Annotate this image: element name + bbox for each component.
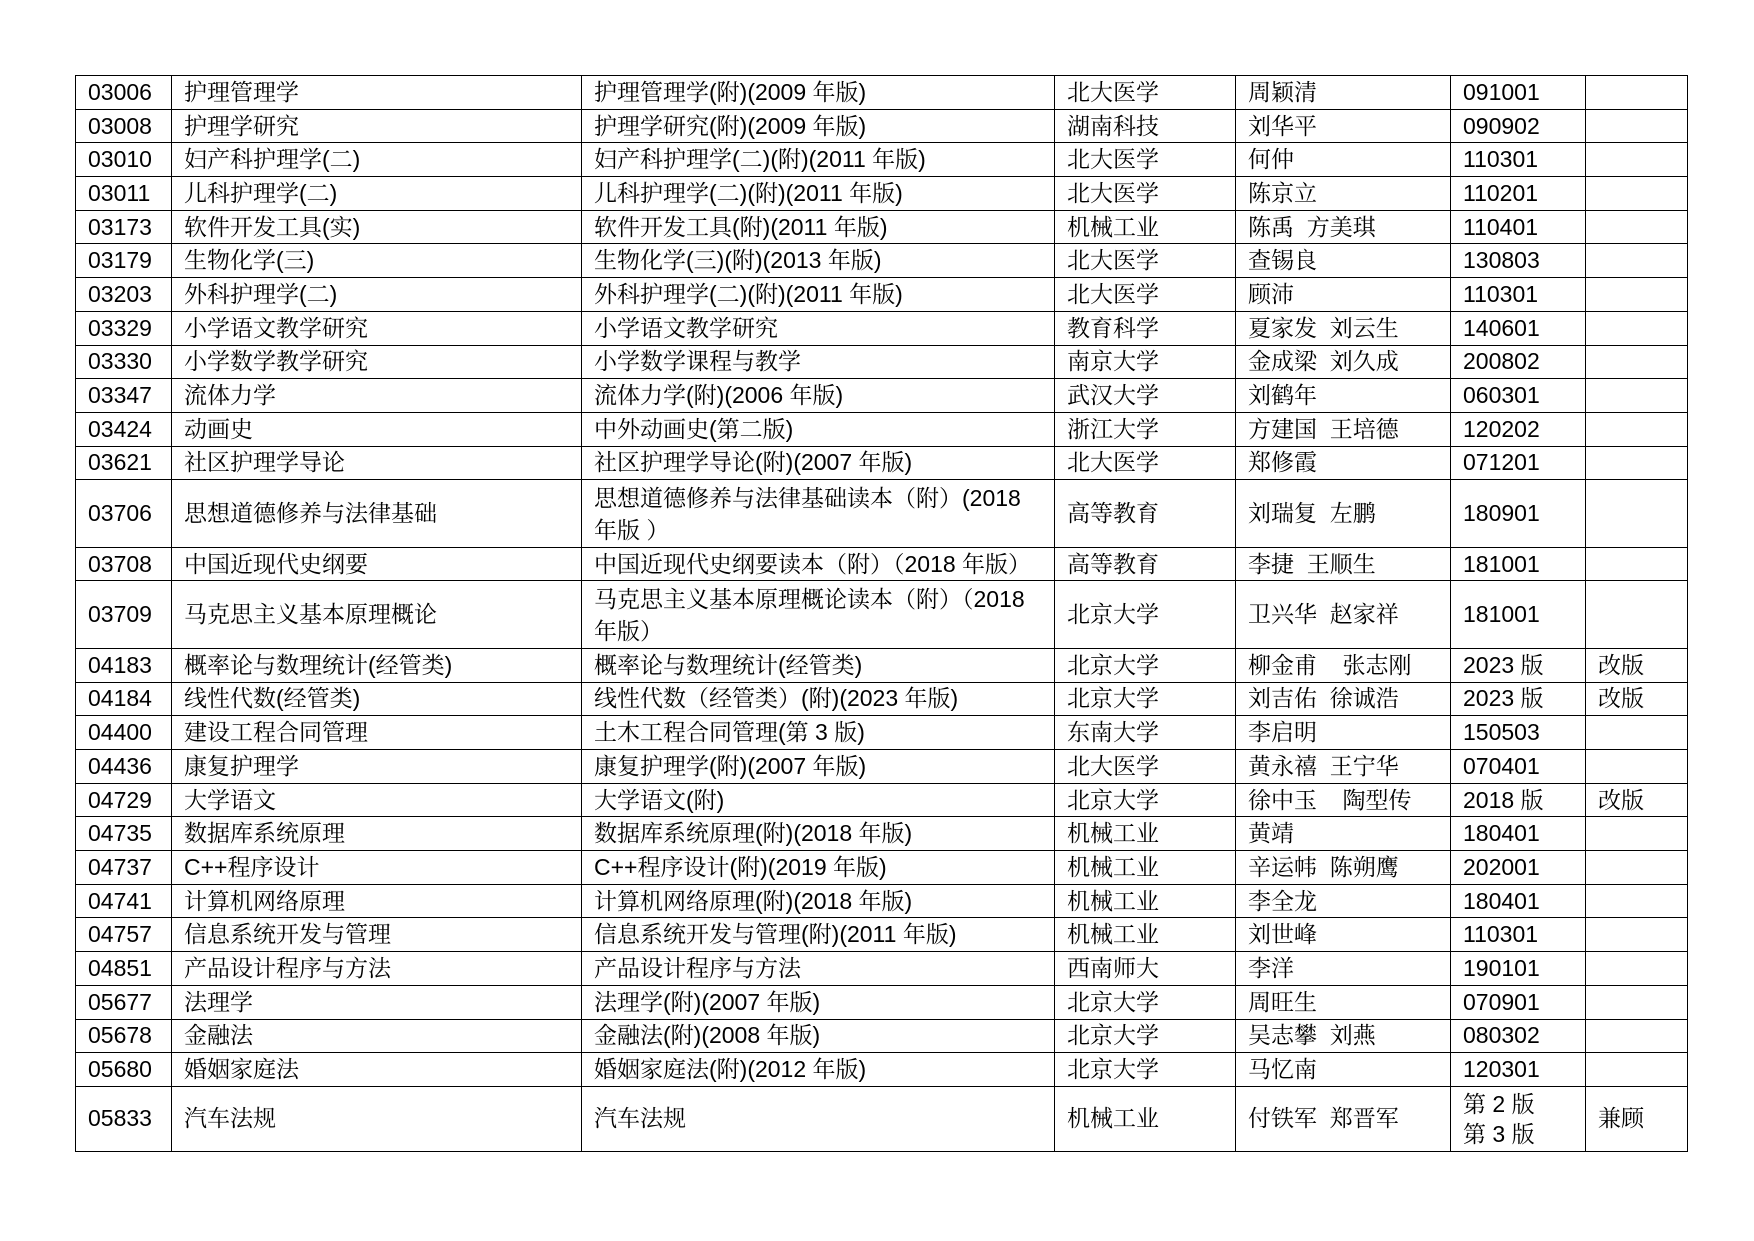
note-cell: 兼顾 xyxy=(1586,1086,1688,1151)
course-name-cell: 社区护理学导论 xyxy=(172,446,582,480)
textbook-cell: 中外动画史(第二版) xyxy=(582,412,1055,446)
course-code-cell: 03008 xyxy=(76,109,172,143)
table-row xyxy=(76,851,1688,885)
table-row xyxy=(76,581,1688,649)
textbook-cell: 马克思主义基本原理概论读本（附）（2018 年版） xyxy=(582,581,1055,649)
publisher-cell: 教育科学 xyxy=(1055,311,1236,345)
textbook-cell: 护理管理学(附)(2009 年版) xyxy=(582,76,1055,110)
course-code-cell: 03706 xyxy=(76,480,172,548)
version-cell: 120301 xyxy=(1451,1053,1586,1087)
publisher-cell: 机械工业 xyxy=(1055,884,1236,918)
table-row xyxy=(76,109,1688,143)
authors-cell: 李洋 xyxy=(1236,952,1451,986)
publisher-cell: 机械工业 xyxy=(1055,817,1236,851)
note-cell xyxy=(1586,918,1688,952)
publisher-cell: 机械工业 xyxy=(1055,918,1236,952)
authors-cell: 陈禹 方美琪 xyxy=(1236,210,1451,244)
course-code-cell: 05680 xyxy=(76,1053,172,1087)
authors-cell: 顾沛 xyxy=(1236,278,1451,312)
course-name-cell: 动画史 xyxy=(172,412,582,446)
course-name-cell: 思想道德修养与法律基础 xyxy=(172,480,582,548)
note-cell xyxy=(1586,1019,1688,1053)
course-code-cell: 04400 xyxy=(76,716,172,750)
course-code-cell: 05677 xyxy=(76,985,172,1019)
course-code-cell: 03173 xyxy=(76,210,172,244)
course-code-cell: 04729 xyxy=(76,783,172,817)
publisher-cell: 湖南科技 xyxy=(1055,109,1236,143)
textbook-cell: 小学数学课程与教学 xyxy=(582,345,1055,379)
textbook-cell: 产品设计程序与方法 xyxy=(582,952,1055,986)
note-cell xyxy=(1586,244,1688,278)
course-name-cell: C++程序设计 xyxy=(172,851,582,885)
version-cell: 070901 xyxy=(1451,985,1586,1019)
course-name-cell: 大学语文 xyxy=(172,783,582,817)
table-row xyxy=(76,918,1688,952)
course-code-cell: 04741 xyxy=(76,884,172,918)
publisher-cell: 武汉大学 xyxy=(1055,379,1236,413)
course-name-cell: 婚姻家庭法 xyxy=(172,1053,582,1087)
version-cell: 2018 版 xyxy=(1451,783,1586,817)
authors-cell: 卫兴华 赵家祥 xyxy=(1236,581,1451,649)
authors-cell: 刘瑞复 左鹏 xyxy=(1236,480,1451,548)
note-cell xyxy=(1586,581,1688,649)
course-code-cell: 03329 xyxy=(76,311,172,345)
publisher-cell: 北大医学 xyxy=(1055,76,1236,110)
table-row xyxy=(76,750,1688,784)
course-code-cell: 04851 xyxy=(76,952,172,986)
course-name-cell: 外科护理学(二) xyxy=(172,278,582,312)
version-cell: 180901 xyxy=(1451,480,1586,548)
course-name-cell: 儿科护理学(二) xyxy=(172,177,582,211)
publisher-cell: 南京大学 xyxy=(1055,345,1236,379)
table-row xyxy=(76,345,1688,379)
course-code-cell: 03011 xyxy=(76,177,172,211)
course-name-cell: 概率论与数理统计(经管类) xyxy=(172,648,582,682)
textbook-cell: 金融法(附)(2008 年版) xyxy=(582,1019,1055,1053)
version-cell: 181001 xyxy=(1451,581,1586,649)
table-row xyxy=(76,412,1688,446)
publisher-cell: 北京大学 xyxy=(1055,682,1236,716)
publisher-cell: 东南大学 xyxy=(1055,716,1236,750)
table-row xyxy=(76,817,1688,851)
note-cell xyxy=(1586,109,1688,143)
table-row xyxy=(76,1019,1688,1053)
course-name-cell: 妇产科护理学(二) xyxy=(172,143,582,177)
version-cell: 120202 xyxy=(1451,412,1586,446)
textbook-cell: 土木工程合同管理(第 3 版) xyxy=(582,716,1055,750)
authors-cell: 付铁军 郑晋军 xyxy=(1236,1086,1451,1151)
note-cell: 改版 xyxy=(1586,682,1688,716)
table-row xyxy=(76,1053,1688,1087)
publisher-cell: 北大医学 xyxy=(1055,446,1236,480)
course-code-cell: 05678 xyxy=(76,1019,172,1053)
course-name-cell: 康复护理学 xyxy=(172,750,582,784)
version-cell: 070401 xyxy=(1451,750,1586,784)
table-row xyxy=(76,952,1688,986)
course-name-cell: 中国近现代史纲要 xyxy=(172,547,582,581)
textbook-cell: 外科护理学(二)(附)(2011 年版) xyxy=(582,278,1055,312)
course-code-cell: 03709 xyxy=(76,581,172,649)
note-cell: 改版 xyxy=(1586,783,1688,817)
course-name-cell: 护理学研究 xyxy=(172,109,582,143)
textbook-cell: 康复护理学(附)(2007 年版) xyxy=(582,750,1055,784)
publisher-cell: 北大医学 xyxy=(1055,278,1236,312)
textbook-cell: C++程序设计(附)(2019 年版) xyxy=(582,851,1055,885)
course-name-cell: 金融法 xyxy=(172,1019,582,1053)
textbook-cell: 信息系统开发与管理(附)(2011 年版) xyxy=(582,918,1055,952)
note-cell xyxy=(1586,1053,1688,1087)
note-cell xyxy=(1586,851,1688,885)
table-row xyxy=(76,76,1688,110)
authors-cell: 夏家发 刘云生 xyxy=(1236,311,1451,345)
version-cell: 140601 xyxy=(1451,311,1586,345)
course-name-cell: 法理学 xyxy=(172,985,582,1019)
table-row xyxy=(76,547,1688,581)
version-cell: 110301 xyxy=(1451,143,1586,177)
authors-cell: 辛运帏 陈朔鹰 xyxy=(1236,851,1451,885)
textbook-cell: 婚姻家庭法(附)(2012 年版) xyxy=(582,1053,1055,1087)
table-row xyxy=(76,311,1688,345)
authors-cell: 黄永禧 王宁华 xyxy=(1236,750,1451,784)
note-cell xyxy=(1586,817,1688,851)
authors-cell: 何仲 xyxy=(1236,143,1451,177)
publisher-cell: 机械工业 xyxy=(1055,851,1236,885)
table-row xyxy=(76,884,1688,918)
publisher-cell: 高等教育 xyxy=(1055,547,1236,581)
version-cell: 071201 xyxy=(1451,446,1586,480)
authors-cell: 周颖清 xyxy=(1236,76,1451,110)
note-cell xyxy=(1586,985,1688,1019)
course-name-cell: 线性代数(经管类) xyxy=(172,682,582,716)
publisher-cell: 机械工业 xyxy=(1055,210,1236,244)
authors-cell: 刘鹤年 xyxy=(1236,379,1451,413)
textbook-cell: 妇产科护理学(二)(附)(2011 年版) xyxy=(582,143,1055,177)
course-name-cell: 数据库系统原理 xyxy=(172,817,582,851)
note-cell xyxy=(1586,345,1688,379)
authors-cell: 郑修霞 xyxy=(1236,446,1451,480)
course-code-cell: 03347 xyxy=(76,379,172,413)
version-cell: 2023 版 xyxy=(1451,648,1586,682)
note-cell xyxy=(1586,446,1688,480)
version-cell: 080302 xyxy=(1451,1019,1586,1053)
textbook-cell: 中国近现代史纲要读本（附）（2018 年版） xyxy=(582,547,1055,581)
version-cell: 110201 xyxy=(1451,177,1586,211)
course-code-cell: 03330 xyxy=(76,345,172,379)
table-row xyxy=(76,480,1688,548)
authors-cell: 马忆南 xyxy=(1236,1053,1451,1087)
course-code-cell: 03708 xyxy=(76,547,172,581)
publisher-cell: 北京大学 xyxy=(1055,581,1236,649)
authors-cell: 黄靖 xyxy=(1236,817,1451,851)
version-cell: 第 2 版 第 3 版 xyxy=(1451,1086,1586,1151)
textbook-cell: 汽车法规 xyxy=(582,1086,1055,1151)
authors-cell: 刘世峰 xyxy=(1236,918,1451,952)
version-cell: 190101 xyxy=(1451,952,1586,986)
version-cell: 202001 xyxy=(1451,851,1586,885)
authors-cell: 陈京立 xyxy=(1236,177,1451,211)
table-row xyxy=(76,1086,1688,1151)
publisher-cell: 高等教育 xyxy=(1055,480,1236,548)
note-cell xyxy=(1586,177,1688,211)
note-cell xyxy=(1586,750,1688,784)
note-cell xyxy=(1586,716,1688,750)
version-cell: 110401 xyxy=(1451,210,1586,244)
version-cell: 091001 xyxy=(1451,76,1586,110)
publisher-cell: 北京大学 xyxy=(1055,648,1236,682)
publisher-cell: 北大医学 xyxy=(1055,244,1236,278)
version-cell: 181001 xyxy=(1451,547,1586,581)
authors-cell: 刘吉佑 徐诚浩 xyxy=(1236,682,1451,716)
course-code-cell: 04737 xyxy=(76,851,172,885)
version-cell: 110301 xyxy=(1451,918,1586,952)
table-row xyxy=(76,143,1688,177)
authors-cell: 李捷 王顺生 xyxy=(1236,547,1451,581)
note-cell xyxy=(1586,480,1688,548)
table-row xyxy=(76,210,1688,244)
course-code-cell: 03203 xyxy=(76,278,172,312)
publisher-cell: 北大医学 xyxy=(1055,177,1236,211)
textbook-cell: 线性代数（经管类）(附)(2023 年版) xyxy=(582,682,1055,716)
course-code-cell: 03621 xyxy=(76,446,172,480)
note-cell xyxy=(1586,952,1688,986)
course-name-cell: 计算机网络原理 xyxy=(172,884,582,918)
course-code-cell: 04184 xyxy=(76,682,172,716)
publisher-cell: 北京大学 xyxy=(1055,1019,1236,1053)
version-cell: 090902 xyxy=(1451,109,1586,143)
publisher-cell: 北京大学 xyxy=(1055,783,1236,817)
version-cell: 060301 xyxy=(1451,379,1586,413)
table-row xyxy=(76,716,1688,750)
textbook-cell: 护理学研究(附)(2009 年版) xyxy=(582,109,1055,143)
note-cell xyxy=(1586,884,1688,918)
textbook-cell: 法理学(附)(2007 年版) xyxy=(582,985,1055,1019)
note-cell xyxy=(1586,311,1688,345)
course-name-cell: 小学数学教学研究 xyxy=(172,345,582,379)
table-row xyxy=(76,379,1688,413)
course-code-cell: 03424 xyxy=(76,412,172,446)
table-row xyxy=(76,278,1688,312)
course-code-cell: 04735 xyxy=(76,817,172,851)
course-name-cell: 产品设计程序与方法 xyxy=(172,952,582,986)
textbook-cell: 思想道德修养与法律基础读本（附）(2018 年版 ） xyxy=(582,480,1055,548)
version-cell: 200802 xyxy=(1451,345,1586,379)
table-body xyxy=(76,76,1688,1152)
version-cell: 180401 xyxy=(1451,884,1586,918)
authors-cell: 李启明 xyxy=(1236,716,1451,750)
course-code-cell: 03010 xyxy=(76,143,172,177)
course-code-cell: 05833 xyxy=(76,1086,172,1151)
authors-cell: 金成梁 刘久成 xyxy=(1236,345,1451,379)
course-name-cell: 信息系统开发与管理 xyxy=(172,918,582,952)
publisher-cell: 北京大学 xyxy=(1055,985,1236,1019)
note-cell xyxy=(1586,143,1688,177)
course-name-cell: 汽车法规 xyxy=(172,1086,582,1151)
publisher-cell: 北京大学 xyxy=(1055,1053,1236,1087)
textbook-cell: 大学语文(附) xyxy=(582,783,1055,817)
course-name-cell: 生物化学(三) xyxy=(172,244,582,278)
note-cell: 改版 xyxy=(1586,648,1688,682)
table-row xyxy=(76,177,1688,211)
course-name-cell: 小学语文教学研究 xyxy=(172,311,582,345)
textbook-cell: 流体力学(附)(2006 年版) xyxy=(582,379,1055,413)
note-cell xyxy=(1586,412,1688,446)
course-name-cell: 软件开发工具(实) xyxy=(172,210,582,244)
table-row xyxy=(76,783,1688,817)
course-name-cell: 建设工程合同管理 xyxy=(172,716,582,750)
table-row xyxy=(76,682,1688,716)
version-cell: 150503 xyxy=(1451,716,1586,750)
course-code-cell: 03006 xyxy=(76,76,172,110)
table-row xyxy=(76,446,1688,480)
authors-cell: 查锡良 xyxy=(1236,244,1451,278)
note-cell xyxy=(1586,210,1688,244)
textbook-cell: 生物化学(三)(附)(2013 年版) xyxy=(582,244,1055,278)
course-code-cell: 04757 xyxy=(76,918,172,952)
course-code-cell: 04183 xyxy=(76,648,172,682)
course-code-cell: 03179 xyxy=(76,244,172,278)
textbook-cell: 计算机网络原理(附)(2018 年版) xyxy=(582,884,1055,918)
textbook-table xyxy=(75,75,1688,1152)
table-row xyxy=(76,244,1688,278)
course-name-cell: 流体力学 xyxy=(172,379,582,413)
version-cell: 110301 xyxy=(1451,278,1586,312)
textbook-cell: 软件开发工具(附)(2011 年版) xyxy=(582,210,1055,244)
authors-cell: 方建国 王培德 xyxy=(1236,412,1451,446)
publisher-cell: 机械工业 xyxy=(1055,1086,1236,1151)
course-code-cell: 04436 xyxy=(76,750,172,784)
note-cell xyxy=(1586,547,1688,581)
version-cell: 130803 xyxy=(1451,244,1586,278)
authors-cell: 徐中玉 陶型传 xyxy=(1236,783,1451,817)
authors-cell: 刘华平 xyxy=(1236,109,1451,143)
authors-cell: 周旺生 xyxy=(1236,985,1451,1019)
textbook-cell: 数据库系统原理(附)(2018 年版) xyxy=(582,817,1055,851)
course-name-cell: 马克思主义基本原理概论 xyxy=(172,581,582,649)
version-cell: 2023 版 xyxy=(1451,682,1586,716)
publisher-cell: 北大医学 xyxy=(1055,750,1236,784)
textbook-cell: 社区护理学导论(附)(2007 年版) xyxy=(582,446,1055,480)
authors-cell: 柳金甫 张志刚 xyxy=(1236,648,1451,682)
note-cell xyxy=(1586,278,1688,312)
table-row xyxy=(76,648,1688,682)
course-name-cell: 护理管理学 xyxy=(172,76,582,110)
textbook-cell: 概率论与数理统计(经管类) xyxy=(582,648,1055,682)
authors-cell: 李全龙 xyxy=(1236,884,1451,918)
publisher-cell: 浙江大学 xyxy=(1055,412,1236,446)
note-cell xyxy=(1586,76,1688,110)
authors-cell: 吴志攀 刘燕 xyxy=(1236,1019,1451,1053)
textbook-cell: 儿科护理学(二)(附)(2011 年版) xyxy=(582,177,1055,211)
publisher-cell: 北大医学 xyxy=(1055,143,1236,177)
publisher-cell: 西南师大 xyxy=(1055,952,1236,986)
textbook-cell: 小学语文教学研究 xyxy=(582,311,1055,345)
version-cell: 180401 xyxy=(1451,817,1586,851)
table-row xyxy=(76,985,1688,1019)
note-cell xyxy=(1586,379,1688,413)
